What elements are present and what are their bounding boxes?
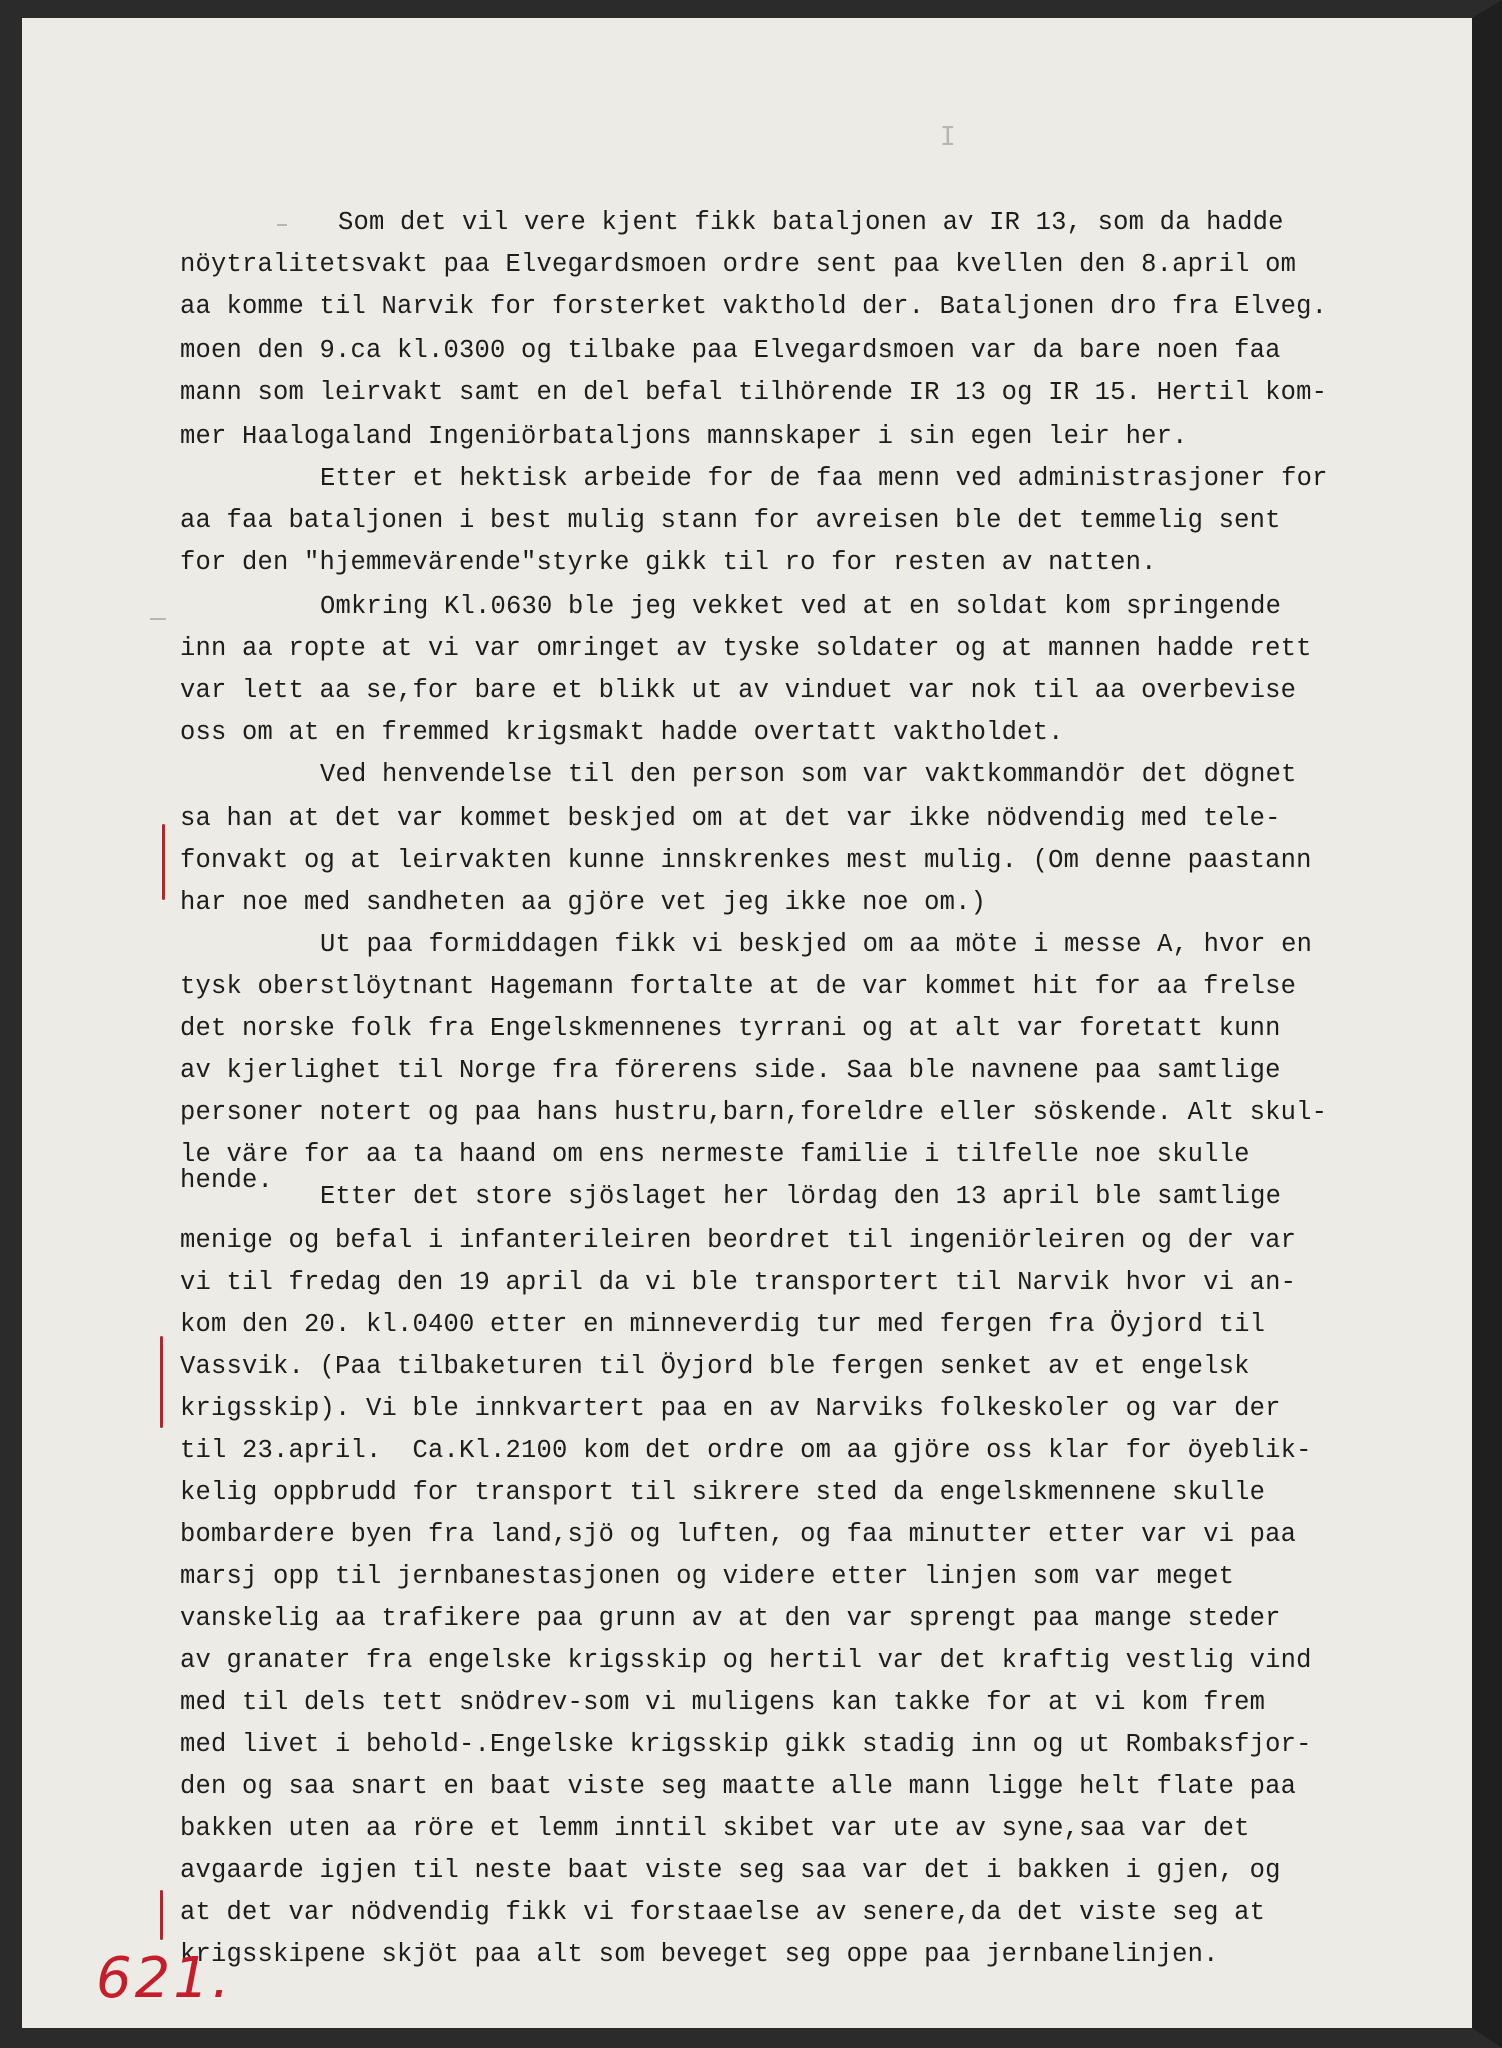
text-line: at det var nödvendig fikk vi forstaaelse av senere,da det viste seg at [180, 1898, 1266, 1927]
text-line: Etter et hektisk arbeide for de faa menn ved administrasjoner for [320, 464, 1328, 493]
text-line: Etter det store sjöslaget her lördag den 13 april ble samtlige [320, 1182, 1282, 1211]
text-line: aa faa bataljonen i best mulig stann for avreisen ble det temmelig sent [180, 506, 1281, 535]
text-line: har noe med sandheten aa gjöre vet jeg ikke noe om.) [180, 888, 987, 917]
text-line: tysk oberstlöytnant Hagemann fortalte at de var kommet hit for aa frelse [180, 972, 1297, 1001]
margin-mark [160, 1890, 163, 1940]
text-line: oss om at en fremmed krigsmakt hadde overtatt vaktholdet. [180, 718, 1064, 747]
folio-number: 621. [96, 1946, 233, 2011]
text-line: krigsskipene skjöt paa alt som beveget seg oppe paa jernbanelinjen. [180, 1940, 1219, 1969]
text-line: menige og befal i infanterileiren beordret til ingeniörleiren og der var [180, 1226, 1297, 1255]
text-line: med livet i behold-.Engelske krigsskip gikk stadig inn og ut Rombaksfjor- [180, 1730, 1312, 1759]
text-line: vi til fredag den 19 april da vi ble transportert til Narvik hvor vi an- [180, 1268, 1297, 1297]
text-line: til 23.april. Ca.Kl.2100 kom det ordre om aa gjöre oss klar for öyeblik- [180, 1436, 1312, 1465]
margin-dash [150, 618, 166, 620]
margin-mark [162, 824, 165, 900]
text-line: for den "hjemmevärende"styrke gikk til ro for resten av natten. [180, 548, 1157, 577]
text-line: hende. [180, 1166, 274, 1195]
text-line: bombardere byen fra land,sjö og luften, og faa minutter etter var vi paa [180, 1520, 1297, 1549]
text-line: kom den 20. kl.0400 etter en minneverdig tur med fergen fra Öyjord til [180, 1310, 1266, 1339]
text-line: moen den 9.ca kl.0300 og tilbake paa Elvegardsmoen var da bare noen faa [180, 336, 1281, 365]
text-line: le väre for aa ta haand om ens nermeste familie i tilfelle noe skulle [180, 1140, 1250, 1169]
text-line: marsj opp til jernbanestasjonen og videre etter linjen som var meget [180, 1562, 1235, 1591]
text-line: Ut paa formiddagen fikk vi beskjed om aa möte i messe A, hvor en [320, 930, 1313, 959]
margin-mark [160, 1336, 163, 1428]
page-marker: I [940, 122, 956, 152]
text-line: personer notert og paa hans hustru,barn,foreldre eller söskende. Alt skul- [180, 1098, 1328, 1127]
text-line: av kjerlighet til Norge fra förerens side. Saa ble navnene paa samtlige [180, 1056, 1281, 1085]
text-line: med til dels tett snödrev-som vi muligens kan takke for at vi kom frem [180, 1688, 1266, 1717]
text-line: den og saa snart en baat viste seg maatte alle mann ligge helt flate paa [180, 1772, 1297, 1801]
text-line: avgaarde igjen til neste baat viste seg saa var det i bakken i gjen, og [180, 1856, 1281, 1885]
text-line: Vassvik. (Paa tilbaketuren til Öyjord ble fergen senket av et engelsk [180, 1352, 1250, 1381]
text-line: krigsskip). Vi ble innkvartert paa en av Narviks folkeskoler og var der [180, 1394, 1281, 1423]
text-line: Omkring Kl.0630 ble jeg vekket ved at en soldat kom springende [320, 592, 1282, 621]
text-line: bakken uten aa röre et lemm inntil skibet var ute av syne,saa var det [180, 1814, 1250, 1843]
margin-dash [277, 224, 287, 226]
text-line: av granater fra engelske krigsskip og hertil var det kraftig vestlig vind [180, 1646, 1312, 1675]
text-line: var lett aa se,for bare et blikk ut av vinduet var nok til aa overbevise [180, 676, 1297, 705]
text-line: inn aa ropte at vi var omringet av tyske soldater og at mannen hadde rett [180, 634, 1312, 663]
text-line: kelig oppbrudd for transport til sikrere sted da engelskmennene skulle [180, 1478, 1266, 1507]
text-line: vanskelig aa trafikere paa grunn av at den var sprengt paa mange steder [180, 1604, 1281, 1633]
text-line: Som det vil vere kjent fikk bataljonen av IR 13, som da hadde [338, 208, 1284, 237]
text-line: mann som leirvakt samt en del befal tilhörende IR 13 og IR 15. Hertil kom- [180, 378, 1328, 407]
text-line: sa han at det var kommet beskjed om at det var ikke nödvendig med tele- [180, 804, 1281, 833]
text-line: det norske folk fra Engelskmennenes tyrrani og at alt var foretatt kunn [180, 1014, 1281, 1043]
text-line: nöytralitetsvakt paa Elvegardsmoen ordre sent paa kvellen den 8.april om [180, 250, 1297, 279]
text-line: fonvakt og at leirvakten kunne innskrenkes mest mulig. (Om denne paastann [180, 846, 1312, 875]
text-line: mer Haalogaland Ingeniörbataljons mannskaper i sin egen leir her. [180, 422, 1188, 451]
text-line: aa komme til Narvik for forsterket vakthold der. Bataljonen dro fra Elveg. [180, 292, 1328, 321]
text-line: Ved henvendelse til den person som var vaktkommandör det dögnet [320, 760, 1297, 789]
